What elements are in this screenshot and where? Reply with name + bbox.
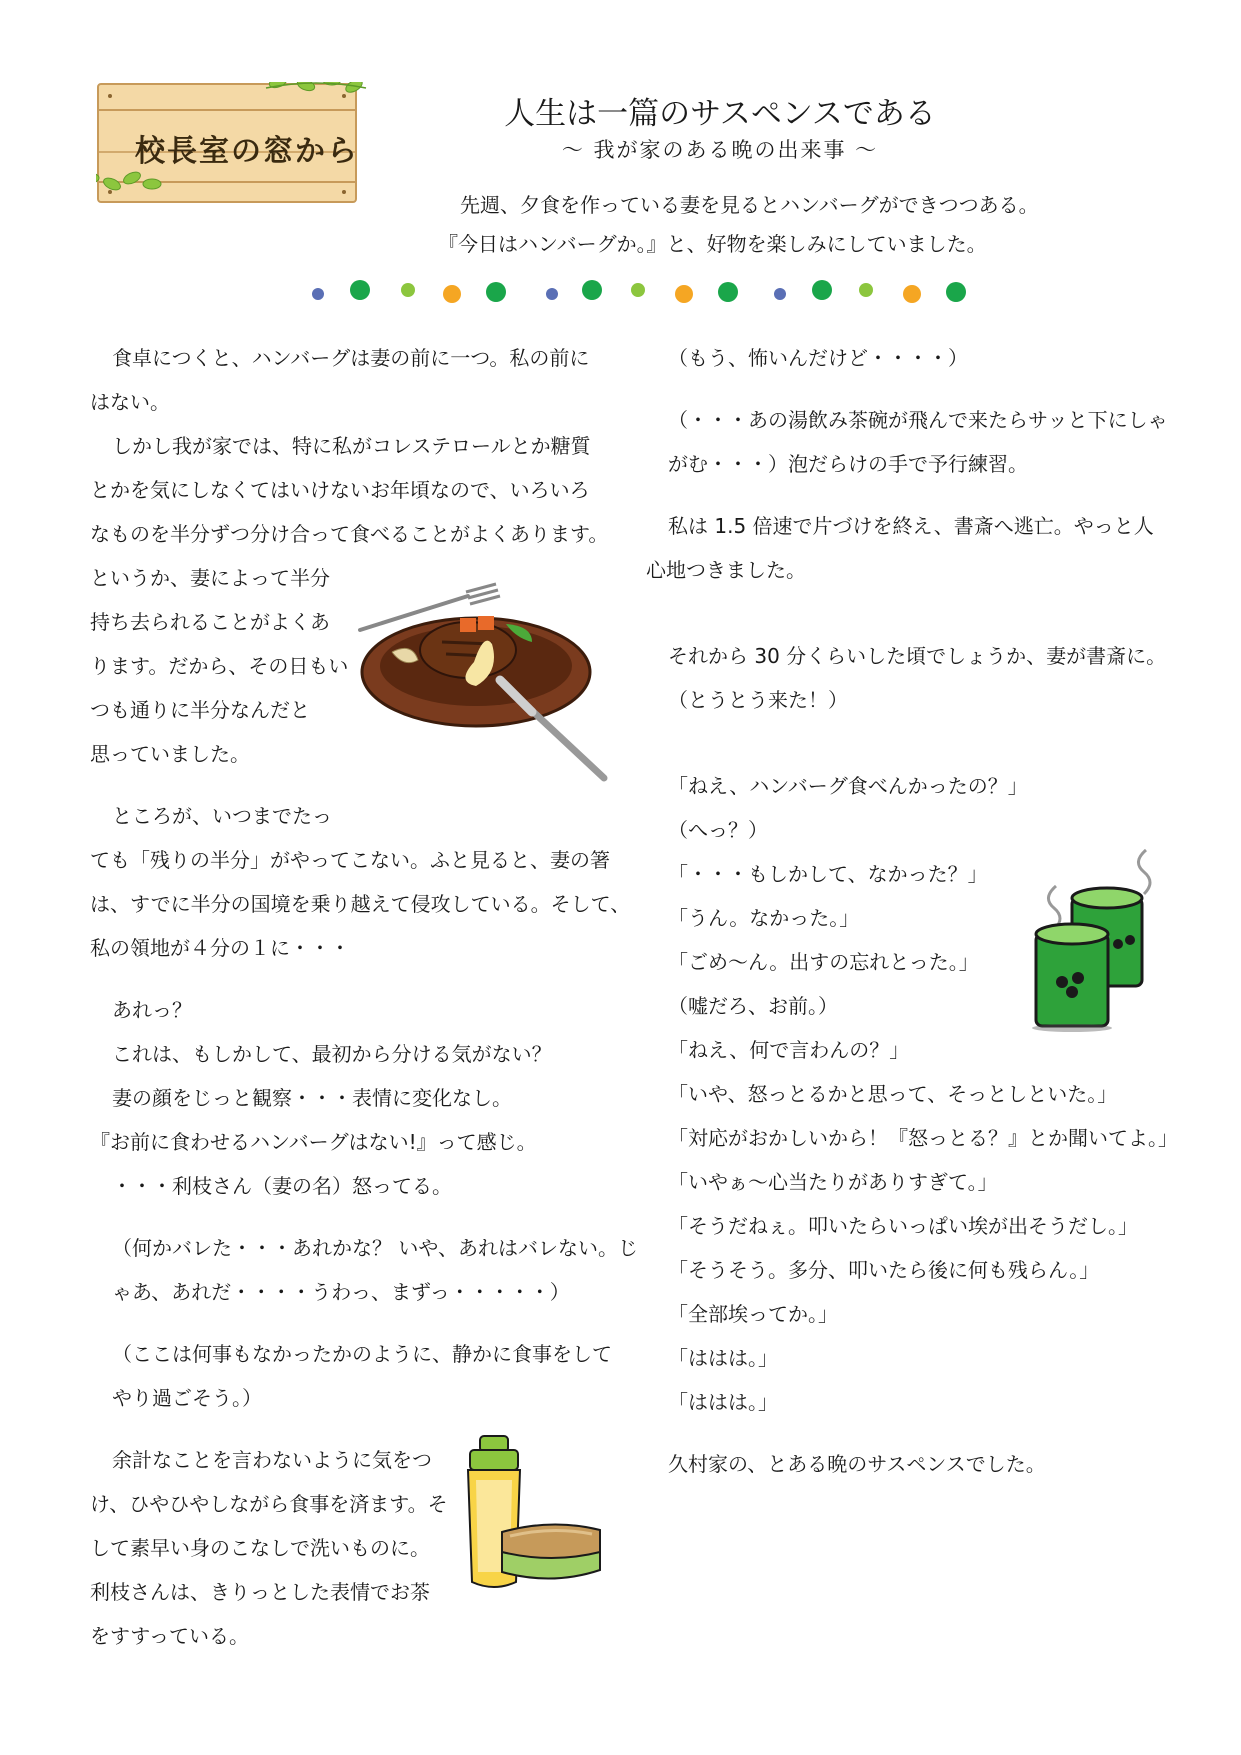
paragraph-line: （もう、怖いんだけど・・・・） [668, 346, 968, 370]
paragraph-line: （ここは何事もなかったかのように、静かに食事をして [112, 1342, 612, 1366]
bottle-and-lunchbox-illustration [462, 1432, 608, 1602]
dialogue-line: 「うん。なかった。」 [668, 906, 860, 930]
paragraph-line: （何かバレた・・・あれかな？ いや、あれはバレない。じ [112, 1236, 638, 1260]
paragraph-line: をすすっている。 [90, 1624, 249, 1648]
paragraph-line: ります。だから、その日もい [90, 654, 349, 678]
paragraph-line: これは、もしかして、最初から分ける気がない？ [112, 1042, 552, 1066]
paragraph-line: なものを半分ずつ分け合って食べることがよくあります。 [90, 522, 609, 546]
paragraph-line: それから 30 分くらいした頃でしょうか、妻が書斎に。 [668, 644, 1167, 668]
dialogue-line: 「全部埃ってか。」 [668, 1302, 838, 1326]
paragraph-line: 食卓につくと、ハンバーグは妻の前に一つ。私の前に [112, 346, 590, 370]
paragraph-line: して素早い身のこなしで洗いものに。 [90, 1536, 430, 1560]
paragraph-line: ・・・利枝さん（妻の名）怒ってる。 [112, 1174, 452, 1198]
paragraph-line: つも通りに半分なんだと [90, 698, 310, 722]
paragraph-line: （とうとう来た！） [668, 688, 848, 712]
dialogue-line: 「ははは。」 [668, 1346, 778, 1370]
paragraph-line: 余計なことを言わないように気をつ [112, 1448, 432, 1472]
paragraph-line: 利枝さんは、きりっとした表情でお茶 [90, 1580, 430, 1604]
green-tea-cups-illustration [1028, 842, 1172, 1032]
paragraph-line: はない。 [90, 390, 170, 414]
paragraph-line: （・・・あの湯飲み茶碗が飛んで来たらサッと下にしゃ [668, 408, 1168, 432]
sign-label: 校長室の窓から [135, 134, 359, 169]
paragraph-line: 私の領地が４分の１に・・・ [90, 936, 350, 960]
paragraph-line: ゃあ、あれだ・・・・うわっ、まずっ・・・・・） [112, 1280, 570, 1304]
paragraph-line: というか、妻によって半分 [90, 566, 330, 590]
paragraph-line: 『お前に食わせるハンバーグはない!』って感じ。 [90, 1130, 537, 1154]
dialogue-line: （嘘だろ、お前。） [668, 994, 838, 1018]
paragraph-line: 私は 1.5 倍速で片づけを終え、書斎へ逃亡。やっと人 [668, 514, 1154, 538]
dialogue-line: 「・・・もしかして、なかった？」 [668, 862, 988, 886]
dialogue-line: 「ねえ、何で言わんの？」 [668, 1038, 910, 1062]
paragraph-line: け、ひやひやしながら食事を済ます。そ [90, 1492, 448, 1516]
paragraph-line: 久村家の、とある晩のサスペンスでした。 [668, 1452, 1046, 1476]
dialogue-line: （へっ？） [668, 818, 768, 842]
intro-line: 『今日はハンバーグか。』と、好物を楽しみにしていました。 [438, 232, 987, 256]
paragraph-line: やり過ごそう。） [112, 1386, 262, 1410]
paragraph-line: は、すでに半分の国境を乗り越えて侵攻している。そして、 [90, 892, 631, 916]
paragraph-line: あれっ？ [112, 998, 192, 1022]
paragraph-line: しかし我が家では、特に私がコレステロールとか糖質 [112, 434, 591, 458]
dialogue-line: 「いやぁ～心当たりがありすぎて。」 [668, 1170, 998, 1194]
dialogue-line: 「そうそう。多分、叩いたら後に何も残らん。」 [668, 1258, 1100, 1282]
dialogue-line: 「そうだねぇ。叩いたらいっぱい埃が出そうだし。」 [668, 1214, 1138, 1238]
paragraph-line: 心地つきました。 [646, 558, 806, 582]
paragraph-line: とかを気にしなくてはいけないお年頃なので、いろいろ [90, 478, 590, 502]
dialogue-line: 「いや、怒っとるかと思って、そっとしといた。」 [668, 1082, 1118, 1106]
paragraph-line: 持ち去られることがよくあ [90, 610, 330, 634]
page-subtitle: ～ 我が家のある晩の出来事 ～ [561, 138, 879, 162]
paragraph-line: がむ・・・）泡だらけの手で予行練習。 [668, 452, 1028, 476]
paragraph-line: 妻の顔をじっと観察・・・表情に変化なし。 [112, 1086, 512, 1110]
page-title: 人生は一篇のサスペンスである [504, 96, 936, 132]
paragraph-line: ところが、いつまでたっ [112, 804, 332, 828]
dialogue-line: 「ははは。」 [668, 1390, 778, 1414]
dialogue-line: 「ねえ、ハンバーグ食べんかったの？」 [668, 774, 1028, 798]
paragraph-line: ても「残りの半分」がやってこない。ふと見ると、妻の箸 [90, 848, 610, 872]
dialogue-line: 「対応がおかしいから！『怒っとる？』とか聞いてよ。」 [668, 1126, 1178, 1150]
intro-text [438, 186, 1180, 264]
hamburg-steak-illustration [356, 582, 616, 782]
dialogue-line: 「ごめ～ん。出すの忘れとった。」 [668, 950, 979, 974]
paragraph-line: 思っていました。 [90, 742, 250, 766]
decorative-dots [300, 272, 1060, 312]
intro-line: 先週、夕食を作っている妻を見るとハンバーグができつつある。 [460, 193, 1039, 217]
